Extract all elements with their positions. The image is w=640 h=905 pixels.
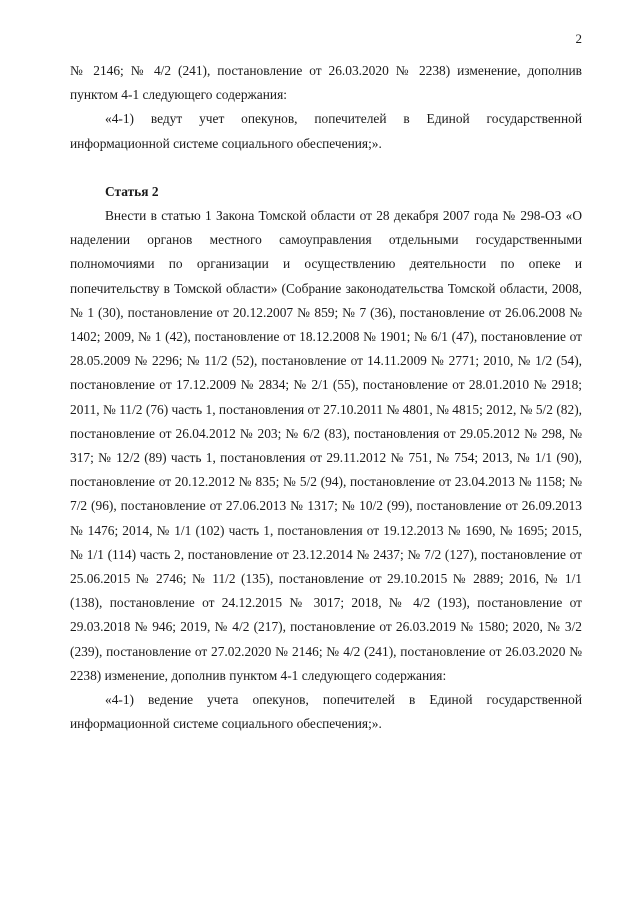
document-body — [70, 59, 582, 736]
paragraph-quote-2: «4-1) ведение учета опекунов, попечителей в Единой государственной информационной системе социального обеспечения;». — [70, 692, 582, 732]
paragraph-quote-1: «4-1) ведут учет опекунов, попечителей в Единой государственной информационной системе социального обеспечения;». — [70, 111, 582, 151]
page-number: 2 — [575, 31, 582, 46]
article-heading: Статья 2 — [105, 183, 159, 199]
paragraph-continuation: № 2146; № 4/2 (241), постановление от 26.03.2020 № 2238) изменение, дополнив пунктом 4-1 следующего содержания: — [70, 63, 582, 103]
paragraph-amendment: Внести в статью 1 Закона Томской области от 28 декабря 2007 года № 298-ОЗ «О наделении органов местного самоуправления отдельными государственными полномочиями по организации и осуществлению деятельности по опеке и попечительству в Томской области» (Собрание законодательства Томской области, 2008, № 1 (30), постановление от 20.12.2007 № 859; № 7 (36), постановление от 26.06.2008 № 1402; 2009, № 1 (42), постановление от 18.12.2008 № 1901; № 6/1 (47), постановление от 28.05.2009 № 2296; № 11/2 (52), постановление от 14.11.2009 № 2771; 2010, № 1/2 (54), постановление от 17.12.2009 № 2834; № 2/1 (55), постановление от 28.01.2010 № 2918; 2011, № 11/2 (76) часть 1, постановления от 27.10.2011 № 4801, № 4815; 2012, № 5/2 (82), постановление от 26.04.2012 № 203; № 6/2 (83), постановления от 29.05.2012 № 298, № 317; № 12/2 (89) часть 1, постановления от 29.11.2012 № 751, № 754; 2013, № 1/1 (90), постановление от 20.12.2012 № 835; № 5/2 (94), постановление от 23.04.2013 № 1158; № 7/2 (96), постановление от 27.06.2013 № 1317; № 10/2 (99), постановление от 26.09.2013 № 1476; 2014, № 1/1 (102) часть 1, постановления от 19.12.2013 № 1690, № 1695; 2015, № 1/1 (114) часть 2, постановление от 23.12.2014 № 2437; № 7/2 (127), постановление от 25.06.2015 № 2746; № 11/2 (135), постановление от 29.10.2015 № 2889; 2016, № 1/1 (138), постановление от 24.12.2015 № 3017; 2018, № 4/2 (193), постановление от 29.03.2018 № 946; 2019, № 4/2 (217), постановление от 26.03.2019 № 1580; 2020, № 3/2 (239), постановление от 27.02.2020 № 2146; № 4/2 (241), постановление от 26.03.2020 № 2238) изменение, дополнив пунктом 4-1 следующего содержания: — [70, 208, 582, 683]
